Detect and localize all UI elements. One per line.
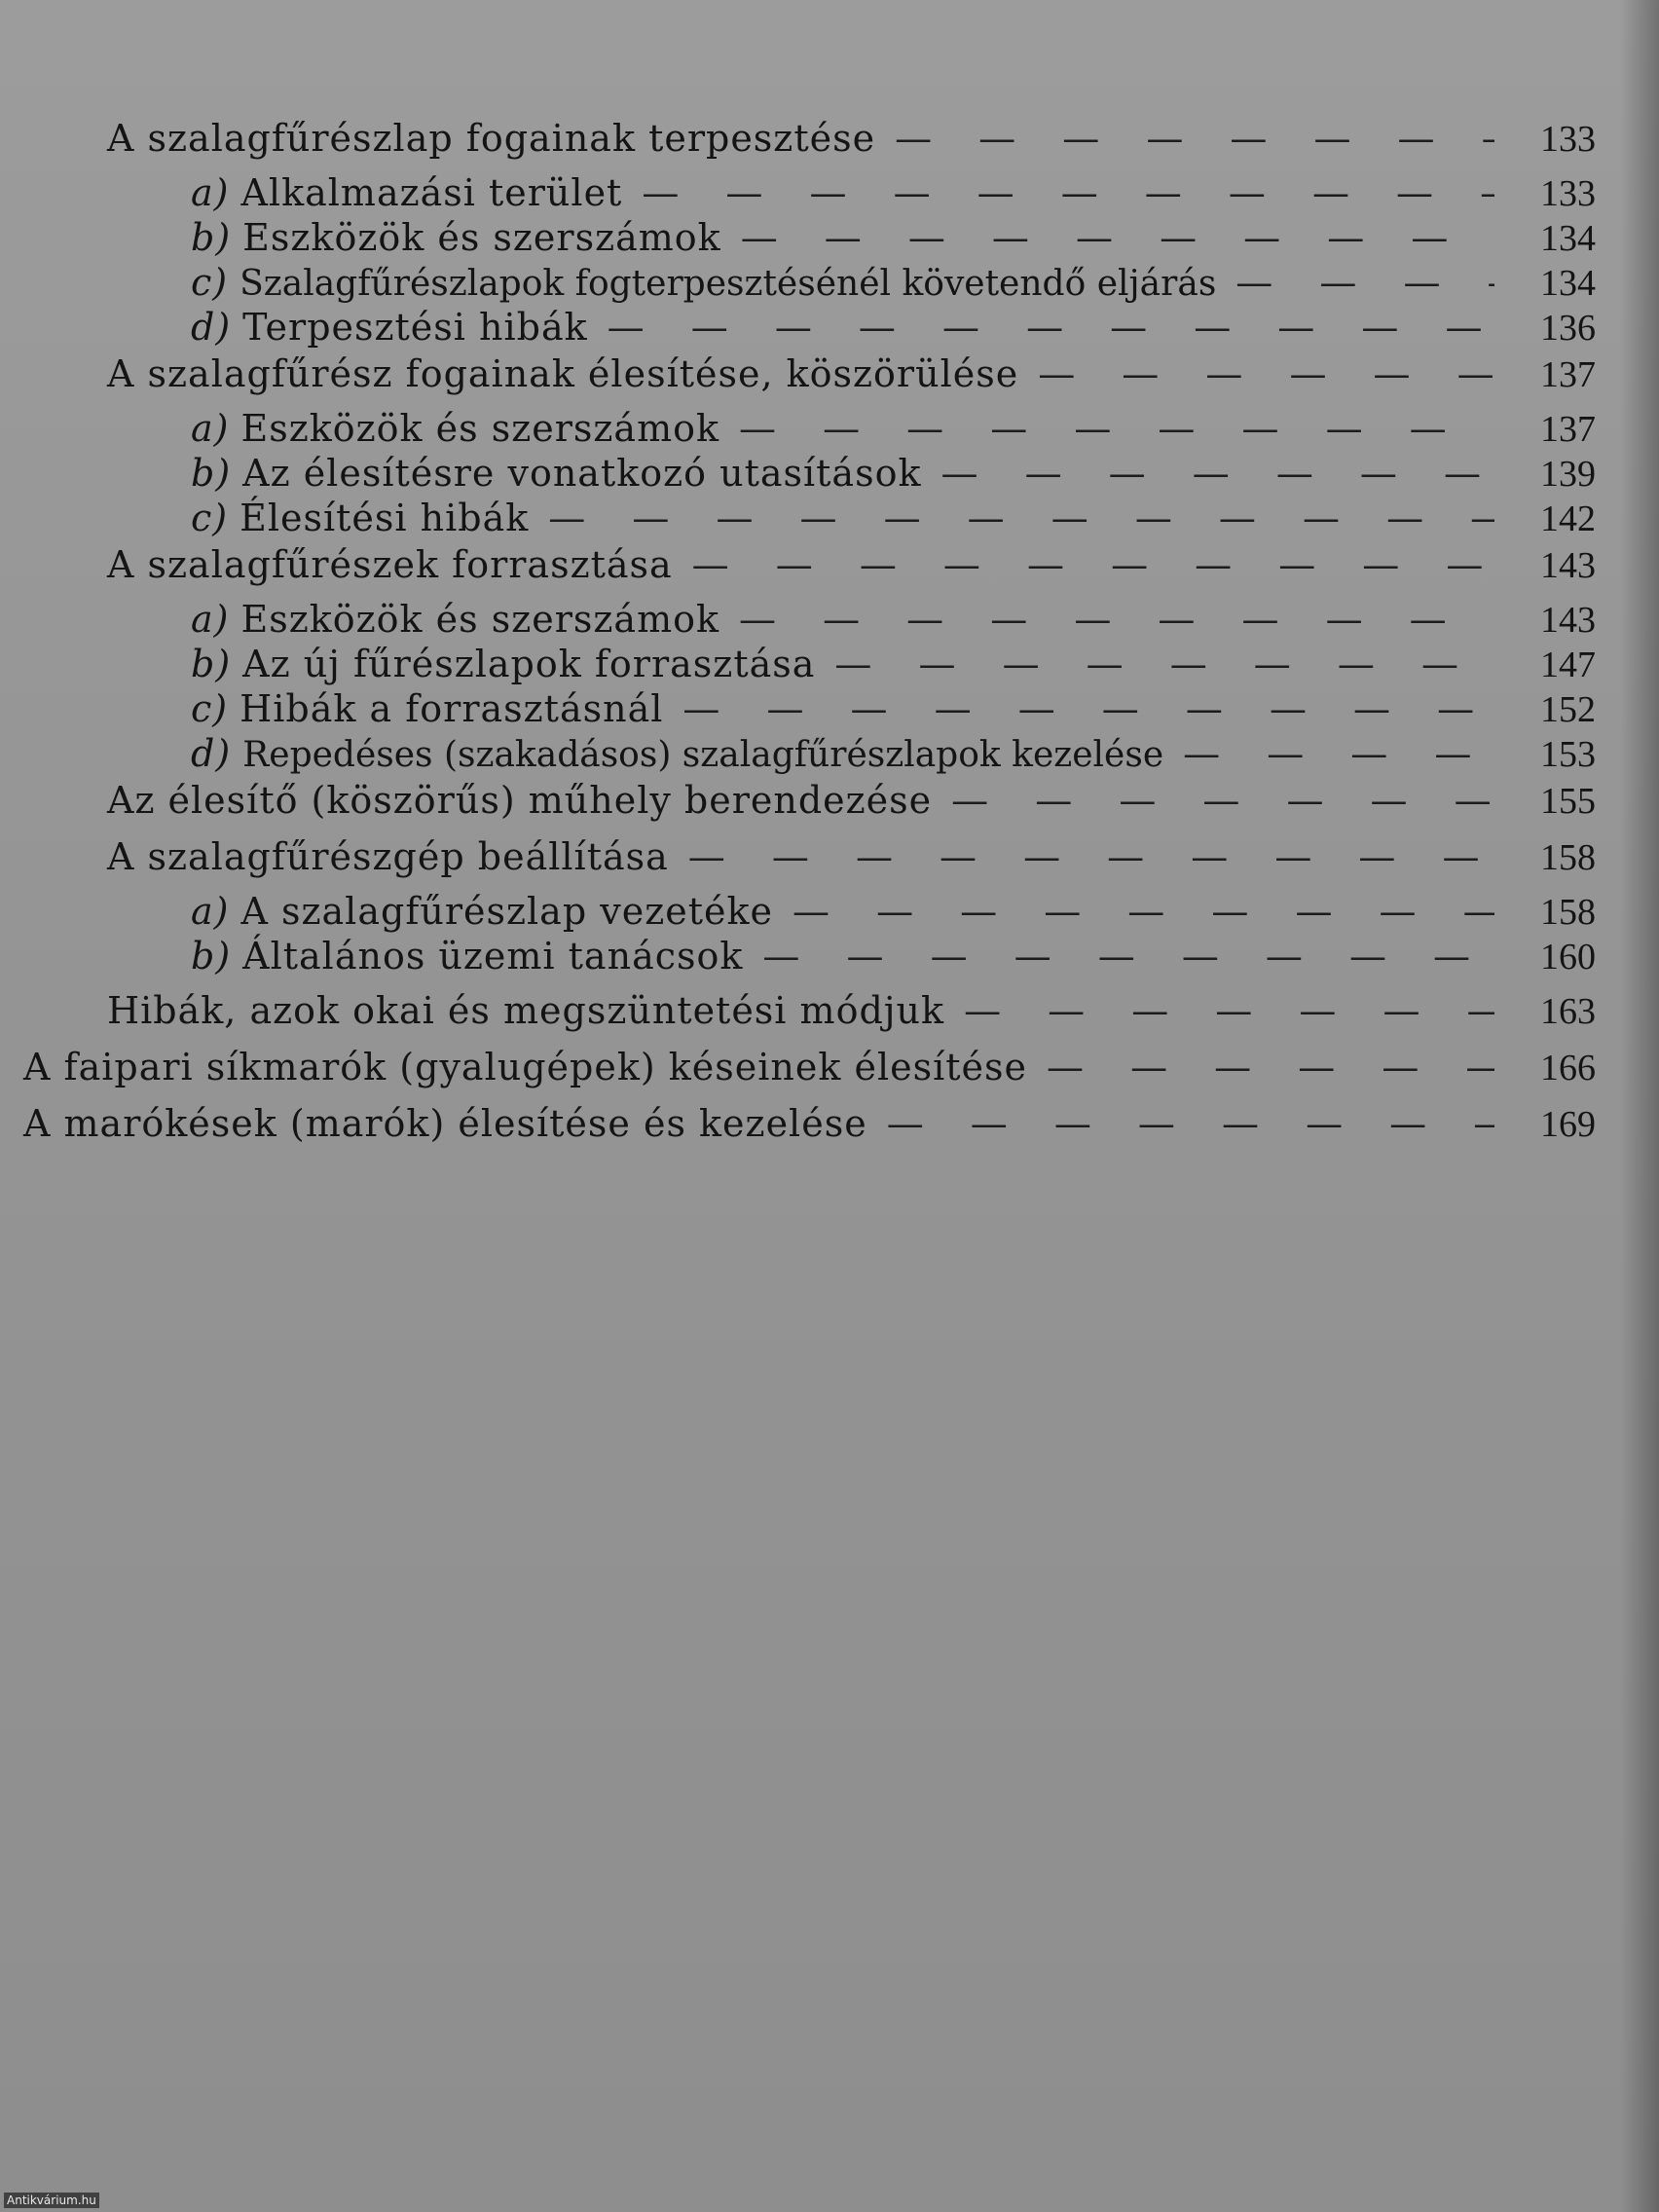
toc-page-number: 134 [1540,218,1596,259]
toc-page-number: 158 [1540,892,1596,933]
toc-page-number: 134 [1540,263,1596,304]
toc-entry [0,452,1659,497]
toc-entry-title: Általános üzemi tanácsok [242,935,744,977]
toc-entry-title: Az élesítésre vonatkozó utasítások [242,452,922,495]
toc-page-number: 139 [1540,454,1596,495]
toc-page-number: 153 [1540,734,1596,775]
toc-entry-title: Hibák, azok okai és megszüntetési módjuk [107,989,945,1032]
toc-entry [0,352,1659,407]
toc-entry-letter: c) [191,687,229,730]
toc-entry-title: Az élesítő (köszörűs) műhely berendezése [107,779,933,822]
toc-entry-title: A faipari síkmarók (gyalugépek) késeinek élesítése [23,1046,1028,1088]
toc-leader [887,1102,1494,1145]
toc-entry-title: Eszközök és szerszámok [240,407,720,450]
toc-entry-title: A szalagfűrész fogainak élesítése, köszörülése [107,352,1019,395]
toc-page-number: 136 [1540,308,1596,349]
toc-entry-letter: d) [191,732,232,775]
toc-entry-title: Repedéses (szakadásos) szalagfűrészlapok kezelése [242,735,1164,775]
toc-entry-letter: b) [191,643,232,685]
toc-entry-title: Terpesztési hibák [242,306,588,349]
toc-entry-title: A szalagfűrészgép beállítása [107,835,669,878]
toc-entry-letter: b) [191,935,232,977]
table-of-contents [0,115,1659,1157]
toc-page-number: 133 [1540,173,1596,214]
toc-entry [0,497,1659,541]
toc-entry [0,306,1659,350]
toc-page-number: 133 [1540,119,1596,160]
toc-leader [964,989,1494,1032]
toc-entry-letter: a) [191,890,230,933]
toc-entry-letter: a) [191,598,230,641]
toc-entry-letter: c) [191,261,229,304]
toc-entry [0,216,1659,261]
toc-entry-title: A szalagfűrészlap vezetéke [240,890,773,933]
toc-leader [739,598,1494,641]
toc-page-number: 142 [1540,498,1596,539]
watermark: Antikvárium.hu [4,2193,99,2208]
toc-entry [0,890,1659,935]
toc-entry [0,732,1659,777]
toc-entry-title: Hibák a forrasztásnál [240,687,664,730]
toc-page-number: 143 [1540,600,1596,641]
toc-page-number: 166 [1540,1048,1596,1088]
toc-entry-title: Az új fűrészlapok forrasztása [242,643,816,685]
toc-entry-title: Élesítési hibák [240,497,530,539]
toc-entry-title: A szalagfűrészek forrasztása [107,543,673,586]
toc-page-number: 147 [1540,645,1596,685]
toc-entry [0,989,1659,1044]
toc-leader [834,643,1494,685]
toc-leader [741,216,1494,259]
toc-entry [0,543,1659,598]
toc-leader [1047,1046,1494,1088]
toc-entry-title: Eszközök és szerszámok [242,216,721,259]
toc-entry-letter: b) [191,452,232,495]
toc-page-number: 152 [1540,689,1596,730]
toc-leader [682,687,1494,730]
toc-entry-title: A szalagfűrészlap fogainak terpesztése [107,117,876,160]
toc-entry-title: Eszközök és szerszámok [240,598,720,641]
toc-entry [0,261,1659,306]
toc-entry-letter: a) [191,407,230,450]
toc-page-number: 155 [1540,781,1596,822]
toc-page-number: 160 [1540,937,1596,977]
toc-entry-title: Szalagfűrészlapok fogterpesztésénél követendő eljárás [240,264,1217,304]
toc-page-number: 137 [1540,409,1596,450]
toc-leader [642,171,1494,214]
toc-leader [692,543,1494,586]
toc-entry [0,117,1659,171]
toc-entry-letter: a) [191,171,230,214]
toc-leader [941,452,1495,495]
toc-entry [0,598,1659,643]
toc-leader [1038,352,1494,395]
toc-entry [0,1102,1659,1157]
toc-page-number: 143 [1540,545,1596,586]
toc-entry [0,687,1659,732]
toc-leader [1183,732,1494,775]
toc-entry-letter: c) [191,497,229,539]
toc-leader [688,835,1494,878]
toc-page-number: 163 [1540,991,1596,1032]
toc-leader [548,497,1494,539]
toc-page-number: 137 [1540,354,1596,395]
toc-leader [793,890,1494,933]
toc-entry [0,835,1659,890]
toc-entry [0,779,1659,833]
toc-leader [895,117,1494,160]
toc-entry [0,171,1659,216]
toc-entry-title: A marókések (marók) élesítése és kezelése [23,1102,867,1145]
toc-leader [739,407,1494,450]
toc-leader [951,779,1494,822]
toc-entry [0,935,1659,979]
toc-entry-letter: b) [191,216,232,259]
toc-page-number: 169 [1540,1104,1596,1145]
toc-entry [0,1046,1659,1100]
toc-leader [1235,261,1494,304]
toc-leader [608,306,1494,349]
toc-entry [0,643,1659,687]
toc-leader [762,935,1494,977]
toc-entry-letter: d) [191,306,232,349]
toc-entry-title: Alkalmazási terület [240,171,623,214]
toc-page-number: 158 [1540,837,1596,878]
toc-entry [0,407,1659,452]
